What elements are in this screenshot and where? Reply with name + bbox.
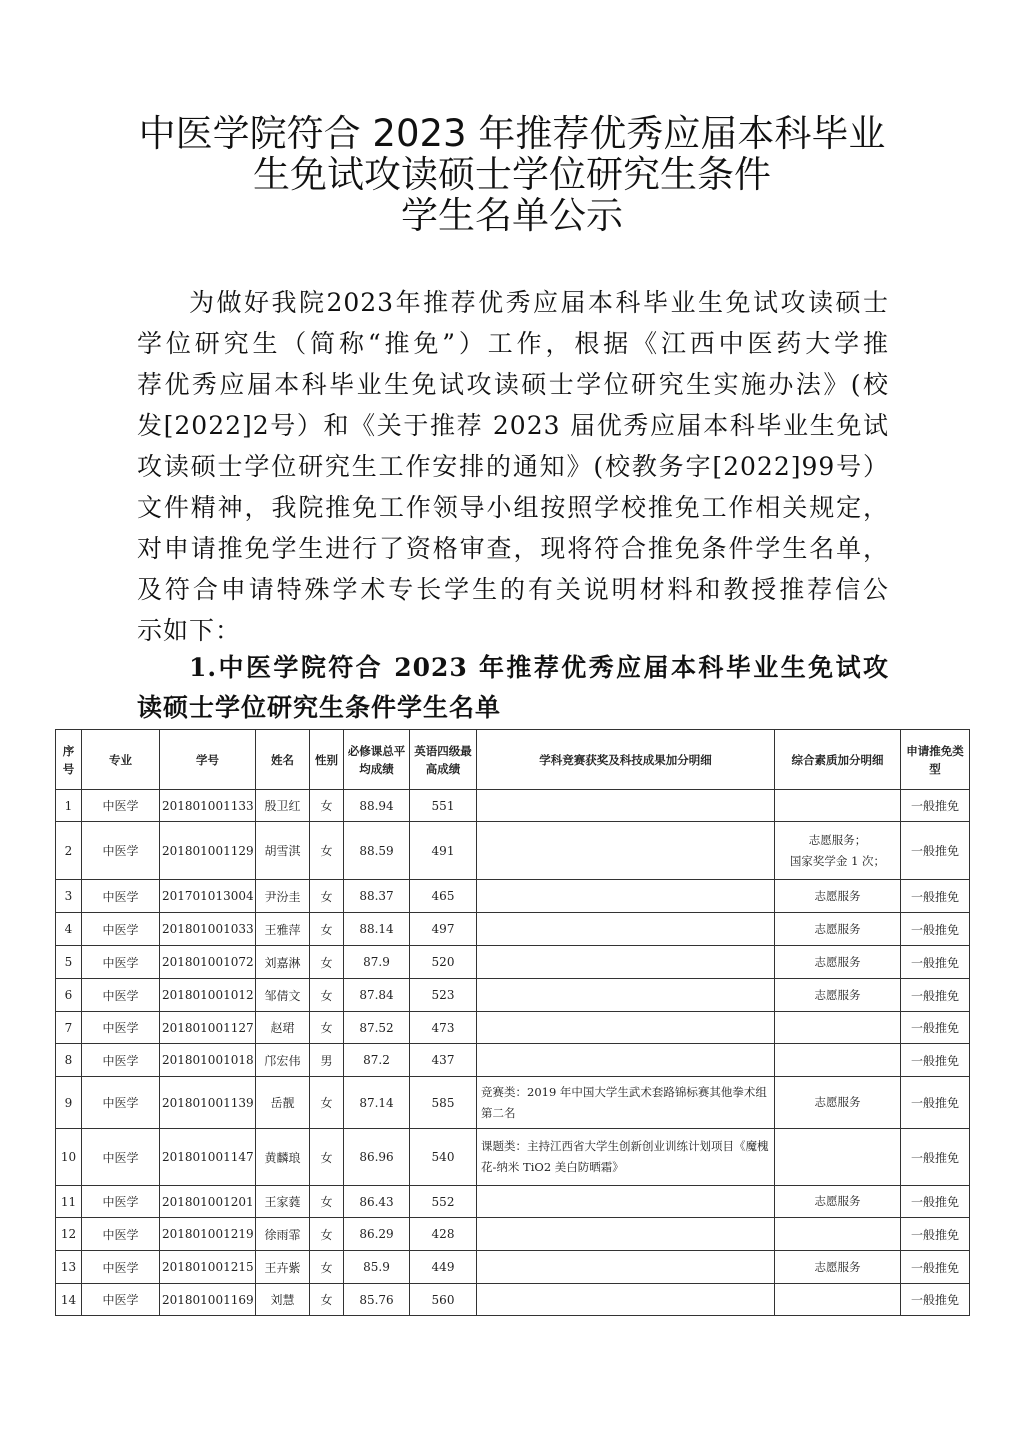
header-gpa: 必修课总平均成绩 [344,730,410,790]
cell-competition [477,822,775,880]
cell-gpa: 87.9 [344,946,410,979]
cell-seq: 14 [56,1284,82,1316]
cell-competition [477,913,775,946]
cell-major: 中医学 [82,822,160,880]
cell-gpa: 88.37 [344,880,410,913]
cell-competition [477,1186,775,1218]
intro-line: 攻读硕士学位研究生工作安排的通知》(校教务字[2022]99号） [137,452,889,481]
cell-seq: 1 [56,790,82,822]
table-header-row [56,730,970,790]
cell-cet4: 520 [410,946,477,979]
cell-cet4: 491 [410,822,477,880]
cell-gpa: 87.84 [344,979,410,1012]
table-row [56,1077,970,1129]
header-major: 专业 [82,730,160,790]
quality-item: 志愿服务 [814,954,861,969]
cell-id: 201801001012 [160,979,256,1012]
cell-name: 刘慧 [256,1284,310,1316]
header-cet4: 英语四级最高成绩 [410,730,477,790]
quality-item: 志愿服务 [814,1194,861,1208]
header-gender: 性别 [310,730,344,790]
intro-line: 学位研究生（简称“推免”）工作，根据《江西中医药大学推 [137,329,889,358]
cell-gpa: 88.59 [344,822,410,880]
table-row [56,1284,970,1316]
cell-gender: 男 [310,1044,344,1077]
cell-competition [477,979,775,1012]
table-row [56,822,970,880]
cell-quality [775,1129,901,1186]
cell-quality [775,979,901,1012]
cell-gpa: 86.43 [344,1186,410,1218]
quality-item: 国家奖学金 1 次； [789,853,886,868]
cell-type: 一般推免 [901,1186,970,1218]
cell-major: 中医学 [82,1284,160,1316]
table-row [56,913,970,946]
cell-major: 中医学 [82,1044,160,1077]
cell-id: 201801001018 [160,1044,256,1077]
cell-name: 尹汾圭 [256,880,310,913]
cell-seq: 5 [56,946,82,979]
cell-competition [477,1012,775,1044]
cell-name: 岳靓 [256,1077,310,1129]
cell-gender: 女 [310,790,344,822]
cell-type: 一般推免 [901,822,970,880]
quality-item: 志愿服务 [814,1259,861,1274]
cell-name: 胡雪淇 [256,822,310,880]
cell-quality [775,1284,901,1316]
cell-competition [477,790,775,822]
cell-id: 201801001127 [160,1012,256,1044]
title-line-2: 生免试攻读硕士学位研究生条件 [253,153,771,196]
cell-quality [775,1044,901,1077]
cell-quality [775,1012,901,1044]
cell-type: 一般推免 [901,979,970,1012]
cell-id: 201801001147 [160,1129,256,1186]
cell-seq: 11 [56,1186,82,1218]
table-row [56,790,970,822]
cell-gpa: 86.29 [344,1218,410,1251]
cell-major: 中医学 [82,880,160,913]
cell-cet4: 585 [410,1077,477,1129]
cell-gender: 女 [310,1186,344,1218]
cell-quality [775,1251,901,1284]
cell-id: 201801001133 [160,790,256,822]
cell-seq: 13 [56,1251,82,1284]
cell-id: 201801001219 [160,1218,256,1251]
quality-item: 志愿服务； [808,832,867,847]
cell-cet4: 465 [410,880,477,913]
cell-id: 201801001139 [160,1077,256,1129]
section-heading-line-1: 1.中医学院符合 2023 年推荐优秀应届本科毕业生免试攻 [189,653,889,682]
cell-id: 201801001215 [160,1251,256,1284]
cell-gender: 女 [310,946,344,979]
cell-gpa: 85.76 [344,1284,410,1316]
cell-seq: 7 [56,1012,82,1044]
cell-name: 邝宏伟 [256,1044,310,1077]
cell-cet4: 473 [410,1012,477,1044]
cell-type: 一般推免 [901,913,970,946]
cell-cet4: 437 [410,1044,477,1077]
cell-seq: 9 [56,1077,82,1129]
header-quality: 综合素质加分明细 [775,730,901,790]
table-row [56,979,970,1012]
header-type: 申请推免类型 [901,730,970,790]
cell-quality [775,946,901,979]
cell-cet4: 428 [410,1218,477,1251]
cell-major: 中医学 [82,979,160,1012]
cell-seq: 4 [56,913,82,946]
header-name: 姓名 [256,730,310,790]
cell-cet4: 552 [410,1186,477,1218]
section-heading-line-2: 读硕士学位研究生条件学生名单 [137,693,502,722]
header-student-id: 学号 [160,730,256,790]
intro-line: 荐优秀应届本科毕业生免试攻读硕士学位研究生实施办法》(校 [137,370,889,399]
cell-cet4: 497 [410,913,477,946]
cell-competition [477,1218,775,1251]
table-row [56,1218,970,1251]
cell-major: 中医学 [82,913,160,946]
table-row [56,1186,970,1218]
cell-seq: 10 [56,1129,82,1186]
intro-paragraph [137,282,889,651]
quality-item: 志愿服务 [814,921,861,936]
table-row [56,1012,970,1044]
cell-quality [775,1218,901,1251]
cell-id: 201801001033 [160,913,256,946]
cell-major: 中医学 [82,1218,160,1251]
table-row [56,946,970,979]
cell-gpa: 87.14 [344,1077,410,1129]
cell-type: 一般推免 [901,1284,970,1316]
cell-gpa: 86.96 [344,1129,410,1186]
cell-seq: 6 [56,979,82,1012]
page-title [0,113,1024,236]
quality-item: 志愿服务 [814,1095,861,1109]
cell-name: 殷卫红 [256,790,310,822]
intro-line: 文件精神，我院推免工作领导小组按照学校推免工作相关规定， [137,493,889,522]
cell-gender: 女 [310,913,344,946]
cell-type: 一般推免 [901,880,970,913]
cell-name: 刘嘉淋 [256,946,310,979]
cell-name: 王卉紫 [256,1251,310,1284]
cell-quality [775,1186,901,1218]
cell-gender: 女 [310,1077,344,1129]
table-row [56,880,970,913]
quality-item: 志愿服务 [814,987,861,1002]
cell-id: 201801001072 [160,946,256,979]
cell-quality [775,790,901,822]
cell-type: 一般推免 [901,1077,970,1129]
cell-gpa: 85.9 [344,1251,410,1284]
cell-type: 一般推免 [901,1251,970,1284]
cell-seq: 8 [56,1044,82,1077]
table-row [56,1044,970,1077]
cell-type: 一般推免 [901,1218,970,1251]
cell-cet4: 449 [410,1251,477,1284]
cell-major: 中医学 [82,1251,160,1284]
cell-cet4: 523 [410,979,477,1012]
cell-competition: 竞赛类：2019 年中国大学生武术套路锦标赛其他拳术组第二名 [477,1077,775,1129]
cell-gender: 女 [310,1251,344,1284]
intro-line: 为做好我院2023年推荐优秀应届本科毕业生免试攻读硕士 [189,288,889,317]
cell-cet4: 560 [410,1284,477,1316]
cell-id: 201701013004 [160,880,256,913]
cell-quality [775,1077,901,1129]
cell-competition [477,1251,775,1284]
header-competition: 学科竞赛获奖及科技成果加分明细 [477,730,775,790]
cell-type: 一般推免 [901,1044,970,1077]
cell-name: 王雅萍 [256,913,310,946]
title-line-1: 中医学院符合 2023 年推荐优秀应届本科毕业 [138,112,886,155]
cell-type: 一般推免 [901,790,970,822]
cell-name: 王家蕤 [256,1186,310,1218]
cell-name: 赵珺 [256,1012,310,1044]
cell-cet4: 551 [410,790,477,822]
cell-competition [477,880,775,913]
cell-competition [477,1044,775,1077]
cell-id: 201801001169 [160,1284,256,1316]
cell-gender: 女 [310,822,344,880]
cell-quality [775,913,901,946]
cell-major: 中医学 [82,790,160,822]
cell-major: 中医学 [82,1129,160,1186]
cell-type: 一般推免 [901,1012,970,1044]
cell-name: 徐雨霏 [256,1218,310,1251]
cell-competition: 课题类：主持江西省大学生创新创业训练计划项目《魔槐花-纳米 TiO2 美白防晒霜》 [477,1129,775,1186]
cell-quality [775,880,901,913]
intro-line: 及符合申请特殊学术专长学生的有关说明材料和教授推荐信公 [137,575,889,604]
cell-name: 黄麟琅 [256,1129,310,1186]
cell-major: 中医学 [82,1012,160,1044]
intro-line: 示如下： [137,616,242,645]
cell-gender: 女 [310,1012,344,1044]
cell-gender: 女 [310,1284,344,1316]
title-line-3: 学生名单公示 [401,194,623,237]
cell-seq: 3 [56,880,82,913]
cell-major: 中医学 [82,1077,160,1129]
cell-competition [477,1284,775,1316]
intro-line: 对申请推免学生进行了资格审查，现将符合推免条件学生名单， [137,534,889,563]
intro-line: 发[2022]2号）和《关于推荐 2023 届优秀应届本科毕业生免试 [137,411,889,440]
cell-gender: 女 [310,1129,344,1186]
cell-major: 中医学 [82,946,160,979]
table-row [56,1129,970,1186]
cell-seq: 12 [56,1218,82,1251]
header-seq: 序号 [56,730,82,790]
cell-gender: 女 [310,979,344,1012]
cell-id: 201801001129 [160,822,256,880]
cell-gpa: 87.2 [344,1044,410,1077]
cell-type: 一般推免 [901,946,970,979]
cell-gpa: 88.14 [344,913,410,946]
cell-cet4: 540 [410,1129,477,1186]
cell-major: 中医学 [82,1186,160,1218]
cell-type: 一般推免 [901,1129,970,1186]
cell-competition [477,946,775,979]
cell-name: 邹倩文 [256,979,310,1012]
cell-gpa: 88.94 [344,790,410,822]
cell-quality [775,822,901,880]
cell-seq: 2 [56,822,82,880]
table-body [56,790,970,1316]
table-row [56,1251,970,1284]
section-heading [137,648,889,728]
quality-item: 志愿服务 [814,888,861,903]
cell-gender: 女 [310,1218,344,1251]
cell-gender: 女 [310,880,344,913]
student-list-table [55,729,970,1316]
cell-gpa: 87.52 [344,1012,410,1044]
cell-id: 201801001201 [160,1186,256,1218]
